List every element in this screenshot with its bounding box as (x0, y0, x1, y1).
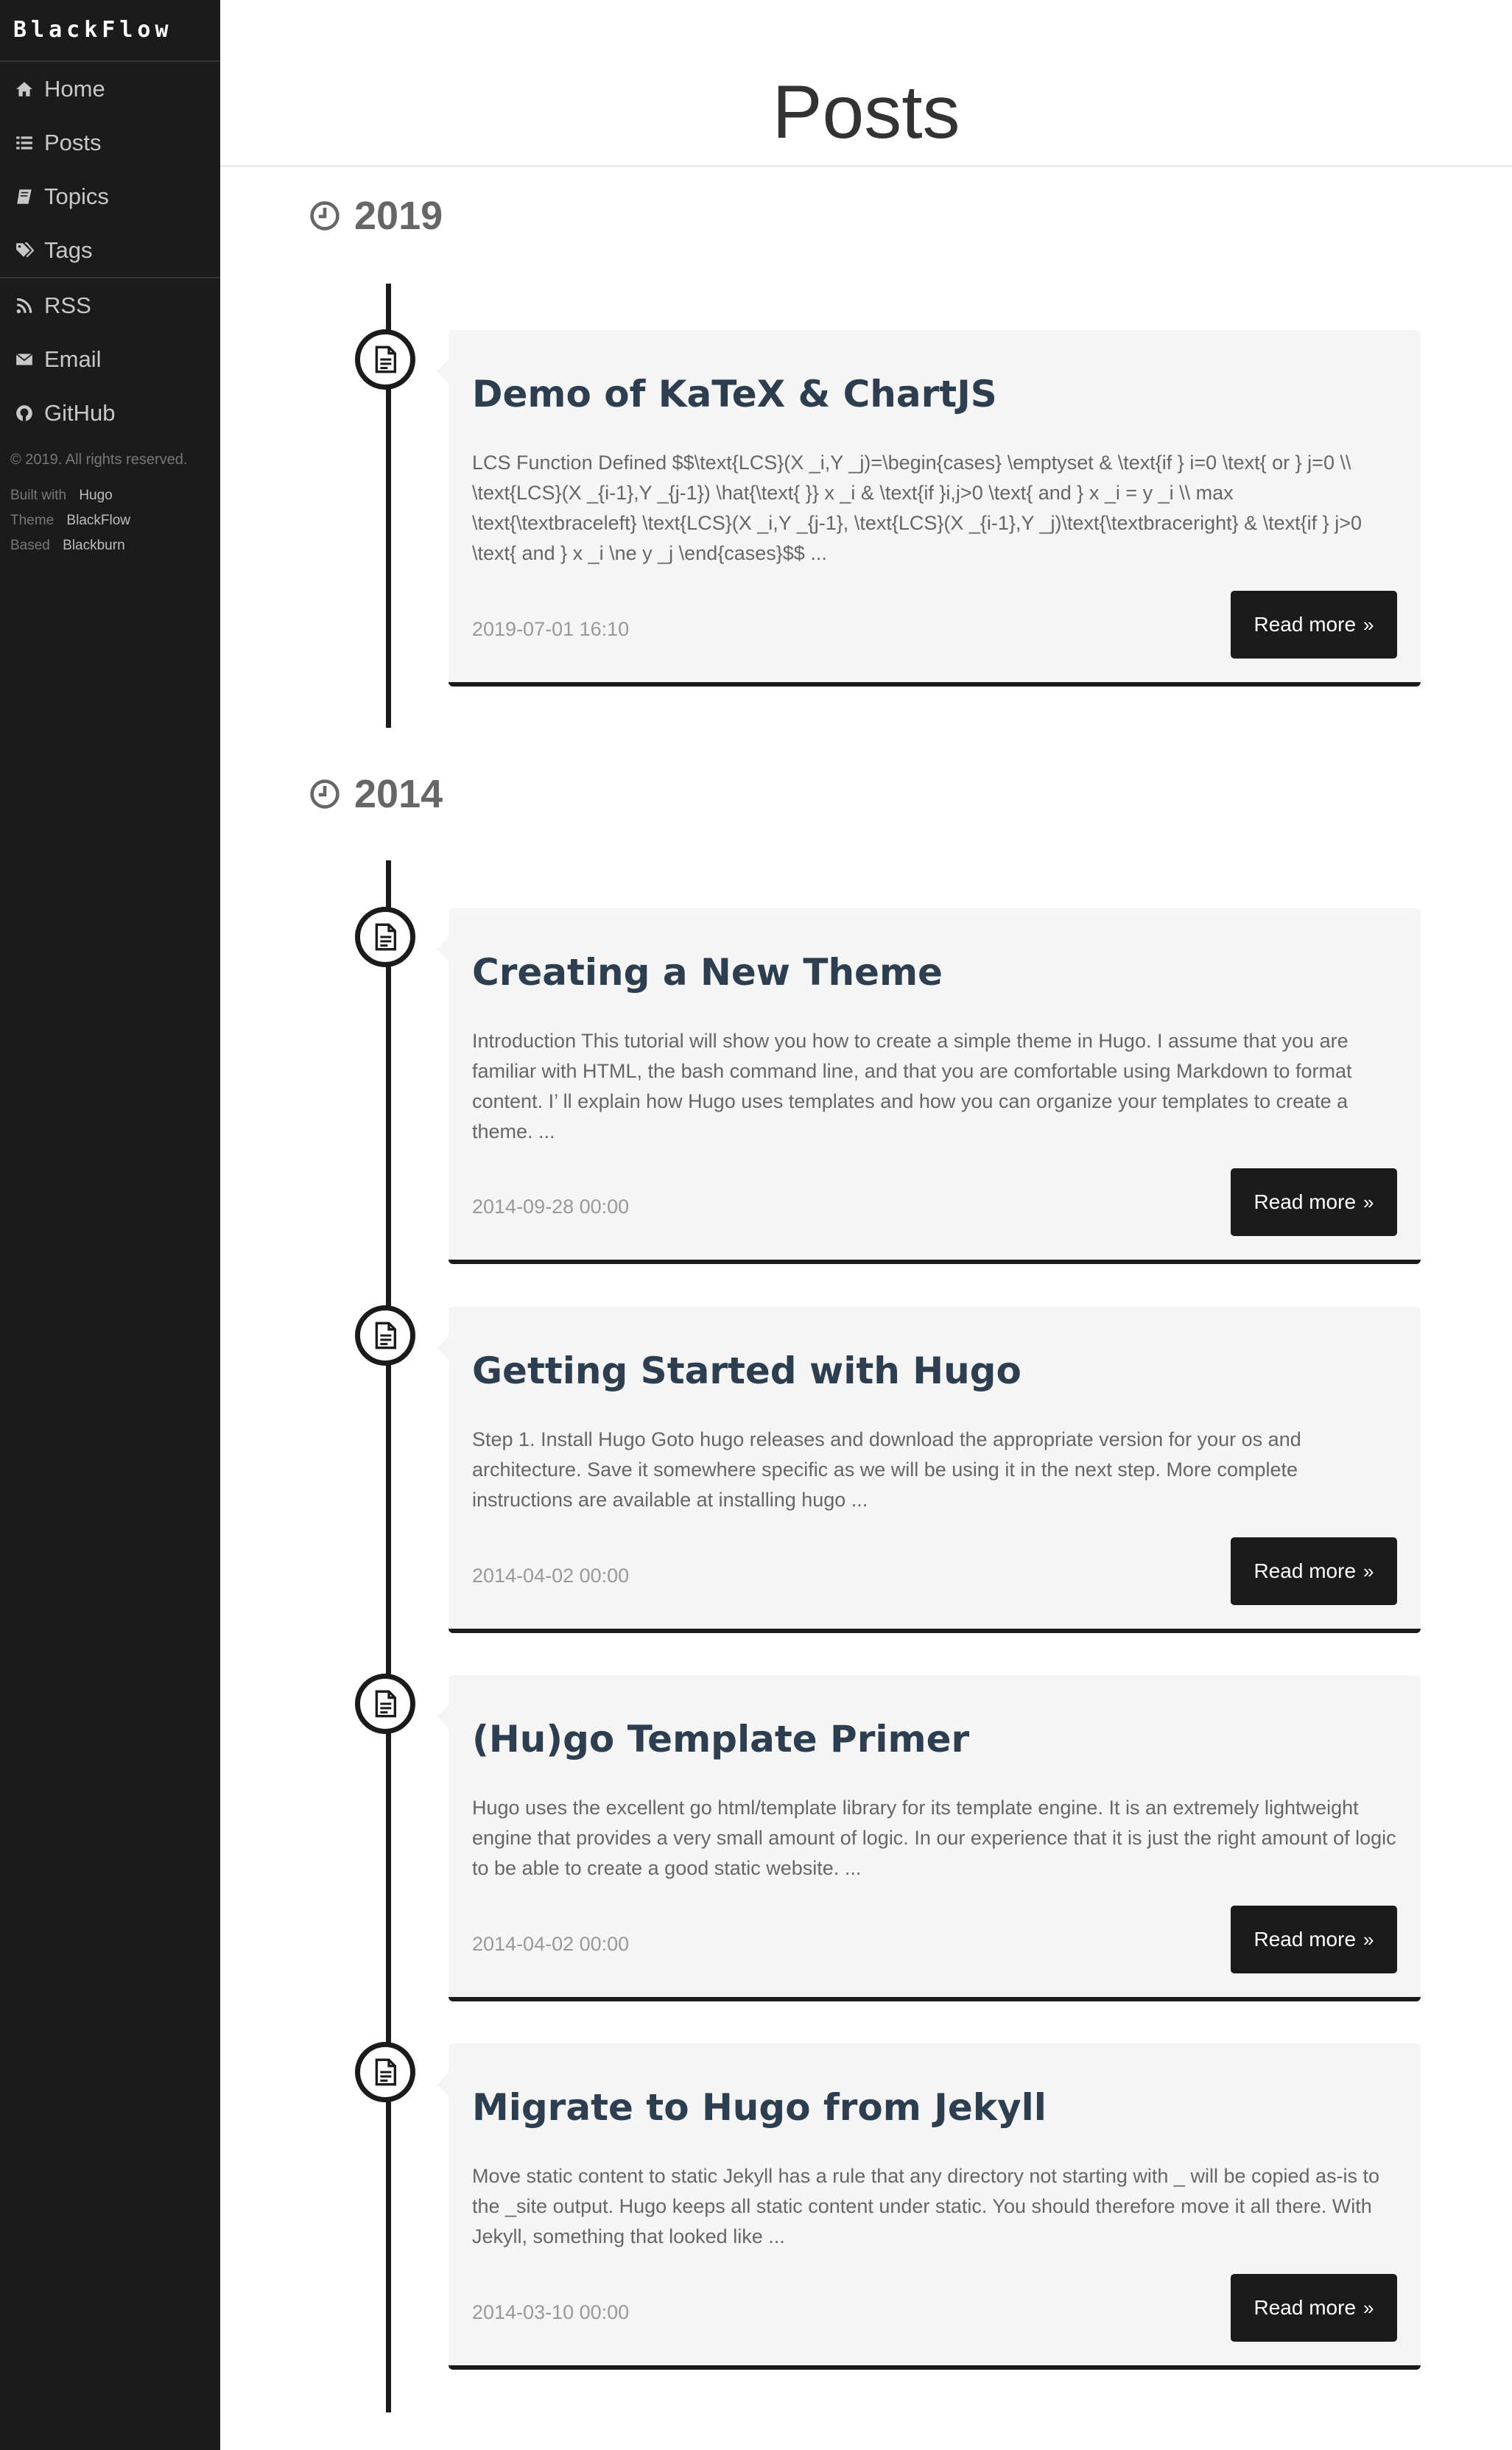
sidebar-item-topics[interactable] (0, 169, 220, 223)
sidebar (0, 0, 220, 2450)
home-icon (15, 80, 44, 99)
read-more-button[interactable] (1231, 1906, 1397, 1973)
sidebar-item-tags[interactable] (0, 223, 220, 277)
sidebar-item-label: GitHub (44, 399, 116, 426)
sidebar-item-label: Posts (44, 129, 102, 155)
clock-icon (309, 778, 341, 810)
document-icon (355, 907, 415, 967)
document-icon (355, 329, 415, 390)
post-summary: Hugo uses the excellent go html/template library for its template engine. It is an extremely lightweight engine that provides a very small amount of logic. In our experience that it is just the right amount of logic to be able to create a good static website. ... (472, 1797, 1396, 1879)
read-more-button[interactable] (1231, 1168, 1397, 1236)
list-icon (15, 133, 44, 152)
credit-label: Theme (10, 513, 54, 528)
post-summary: Step 1. Install Hugo Goto hugo releases and download the appropriate version for your os and architecture. Save it somewhere specific as we will be using it in the next step. More complete instructions are available at installing hugo ... (472, 1428, 1301, 1511)
credit-label: Built with (10, 488, 67, 503)
credit-link-hugo[interactable]: Hugo (79, 488, 113, 503)
credits (0, 468, 220, 558)
sidebar-item-github[interactable] (0, 386, 220, 440)
read-more-button[interactable] (1231, 2274, 1397, 2342)
read-more-button[interactable] (1231, 591, 1397, 659)
credit-link-blackflow[interactable]: BlackFlow (66, 513, 130, 528)
post-card (449, 908, 1421, 1264)
post-card (449, 2043, 1421, 2370)
post-title[interactable]: Creating a New Theme (472, 951, 943, 994)
post-date: 2014-04-02 00:00 (472, 1565, 630, 1587)
sidebar-item-home[interactable] (0, 62, 220, 116)
read-more-button[interactable] (1231, 1537, 1397, 1605)
year-label: 2019 (354, 194, 443, 238)
sidebar-item-rss[interactable] (0, 278, 220, 332)
sidebar-item-email[interactable] (0, 332, 220, 386)
year-heading-2014 (309, 771, 443, 817)
main-nav (0, 62, 220, 278)
document-icon (355, 1674, 415, 1734)
post-card (449, 1675, 1421, 2001)
sidebar-item-label: Email (44, 345, 102, 372)
post-summary: Introduction This tutorial will show you how to create a simple theme in Hugo. I assume that you are familiar with HTML, the bash command line, and that you are comfortable using Markdown to format content. I’ ll explain how Hugo uses templates and how you can organize your templates to create a theme. ... (472, 1030, 1352, 1142)
read-more-label: Read more (1253, 2296, 1357, 2319)
sidebar-item-posts[interactable] (0, 116, 220, 169)
main-content (220, 0, 1512, 2450)
external-links (0, 278, 220, 440)
document-icon (355, 2042, 415, 2102)
double-chevron-right-icon: » (1363, 613, 1374, 636)
tags-icon (15, 241, 44, 260)
year-heading-2019 (309, 193, 443, 239)
sidebar-item-label: RSS (44, 292, 91, 318)
post-summary: LCS Function Defined $$\text{LCS}(X _i,Y _j)=\begin{cases} \emptyset & \text{if } i=0 \text{ or } j=0 \\ \text{LCS}(X _{i-1},Y _{j-1}) \hat{\text{ }} x _i & \text{if }i,j>0 \text{ and } x _i = y _i \\ max \text{\textbraceleft} \text{LCS}(X _i,Y _{j-1}, \text{LCS}(X _{i-1},Y _j)\text{\textbraceright} & \text{if } j>0 \text{ and } x _i \ne y _j \end{cases}$$ ... (472, 452, 1362, 564)
post-summary: Move static content to static Jekyll has a rule that any directory not starting with _ will be copied as-is to the _site output. Hugo keeps all static content under static. You should therefore move it all there. With Jekyll, something that looked like ... (472, 2165, 1380, 2247)
post-card (449, 1307, 1421, 1633)
post-title[interactable]: Migrate to Hugo from Jekyll (472, 2086, 1047, 2129)
double-chevron-right-icon: » (1363, 1559, 1374, 1582)
post-title[interactable]: (Hu)go Template Primer (472, 1718, 970, 1761)
post-date: 2014-09-28 00:00 (472, 1196, 630, 1218)
page-header (220, 0, 1512, 167)
github-icon (15, 404, 44, 423)
credit-theme (10, 508, 220, 533)
document-icon (355, 1305, 415, 1366)
site-brand[interactable]: BlackFlow (0, 0, 220, 62)
double-chevron-right-icon: » (1363, 1190, 1374, 1213)
read-more-label: Read more (1253, 613, 1357, 636)
envelope-icon (15, 350, 44, 369)
year-label: 2014 (354, 772, 443, 816)
credit-label: Based (10, 538, 50, 553)
credit-built-with (10, 483, 220, 508)
post-date: 2019-07-01 16:10 (472, 618, 630, 640)
post-title[interactable]: Getting Started with Hugo (472, 1349, 1022, 1392)
post-title[interactable]: Demo of KaTeX & ChartJS (472, 373, 997, 415)
copyright-text: © 2019. All rights reserved. (10, 452, 188, 468)
post-card (449, 330, 1421, 687)
read-more-label: Read more (1253, 1559, 1357, 1582)
credit-link-blackburn[interactable]: Blackburn (63, 538, 125, 553)
rss-icon (15, 296, 44, 315)
post-date: 2014-03-10 00:00 (472, 2301, 630, 2323)
timeline-line (386, 860, 391, 2412)
sidebar-item-label: Home (44, 75, 105, 102)
double-chevron-right-icon: » (1363, 2296, 1374, 2319)
post-date: 2014-04-02 00:00 (472, 1933, 630, 1955)
book-icon (15, 187, 44, 206)
sidebar-item-label: Tags (44, 236, 93, 263)
read-more-label: Read more (1253, 1928, 1357, 1951)
sidebar-item-label: Topics (44, 183, 109, 209)
clock-icon (309, 200, 341, 232)
credit-based (10, 533, 220, 558)
page-title: Posts (772, 70, 960, 154)
double-chevron-right-icon: » (1363, 1928, 1374, 1951)
read-more-label: Read more (1253, 1190, 1357, 1213)
